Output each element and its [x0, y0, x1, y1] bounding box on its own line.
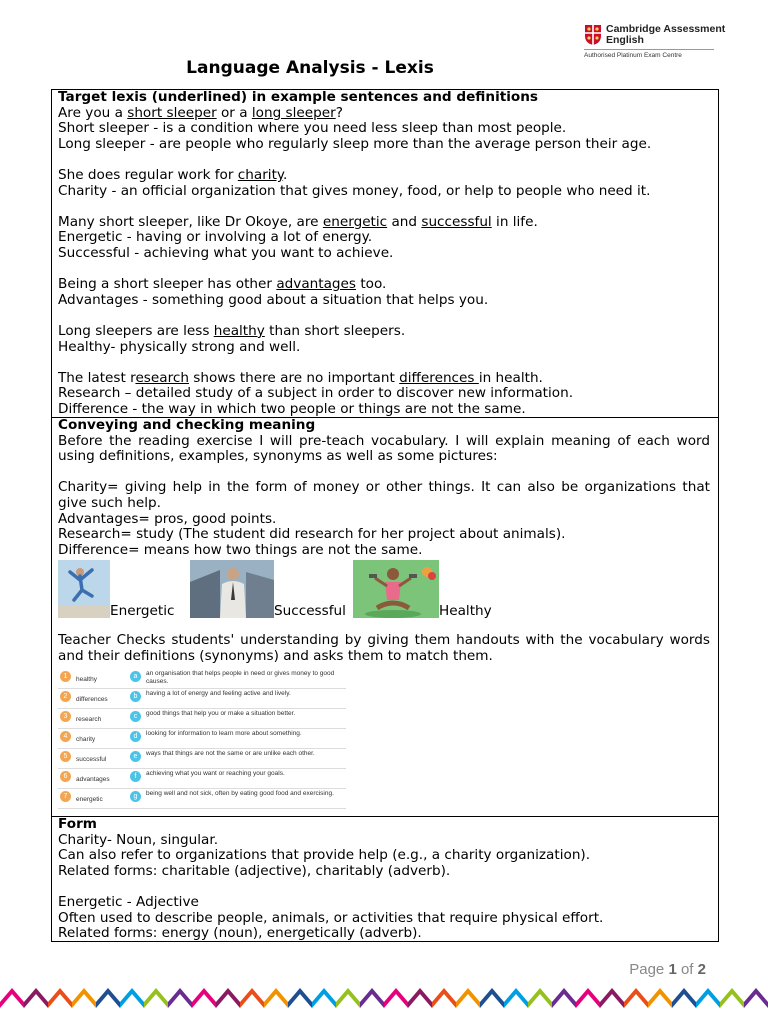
zigzag-segment [408, 988, 432, 1008]
zigzag-segment [288, 988, 312, 1008]
zigzag-segment [0, 988, 24, 1008]
example-sentence: Are you a short sleeper or a long sleeper? [58, 104, 343, 121]
matching-row: 7 energetic g being well and not sick, often by eating good food and exercising. [58, 788, 346, 809]
definition: Difference - the way in which two people or things are not the same. [58, 400, 526, 417]
zigzag-segment [48, 988, 72, 1008]
decorative-zigzag-border [0, 982, 768, 1010]
zigzag-segment [24, 988, 48, 1008]
matching-row: 1 healthy a an organisation that helps people in need or gives money to good causes. [58, 668, 346, 689]
crest-icon [584, 24, 602, 46]
zigzag-segment [600, 988, 624, 1008]
zigzag-segment [624, 988, 648, 1008]
paragraph: Before the reading exercise I will pre-teach vocabulary. I will explain meaning of each word using definitions, examples, synonyms as well as some pictures: [58, 432, 710, 465]
matching-row: 5 successful e ways that things are not the same or are unlike each other. [58, 748, 346, 769]
form-line: Often used to describe people, animals, or activities that require physical effort. [58, 909, 604, 926]
form-line: Can also refer to organizations that provide help (e.g., a charity organization). [58, 847, 591, 864]
zigzag-segment [648, 988, 672, 1008]
zigzag-segment [720, 988, 744, 1008]
zigzag-segment [480, 988, 504, 1008]
logo-rule [584, 49, 714, 50]
definition: Short sleeper - is a condition where you need less sleep than most people. [58, 120, 567, 137]
section-heading: Form [58, 816, 97, 832]
zigzag-segment [360, 988, 384, 1008]
example-sentence: Many short sleeper, like Dr Okoye, are energetic and successful in life. [58, 213, 538, 230]
picture-label: Healthy [439, 603, 492, 620]
target-lexis-box [51, 89, 719, 418]
zigzag-segment [504, 988, 528, 1008]
zigzag-segment [744, 988, 768, 1008]
zigzag-segment [240, 988, 264, 1008]
zigzag-segment [384, 988, 408, 1008]
conveying-meaning-box [51, 417, 719, 817]
matching-exercise [58, 668, 346, 808]
zigzag-segment [576, 988, 600, 1008]
zigzag-segment [552, 988, 576, 1008]
zigzag-segment [216, 988, 240, 1008]
zigzag-segment [336, 988, 360, 1008]
definition: Advantages - something good about a situation that helps you. [58, 291, 489, 308]
zigzag-segment [168, 988, 192, 1008]
form-line: Energetic - Adjective [58, 893, 199, 910]
picture-label: Energetic [110, 603, 175, 620]
matching-row: 6 advantages f achieving what you want or reaching your goals. [58, 768, 346, 789]
exercising-woman-illustration-icon [353, 560, 439, 618]
logo-line-2: English [606, 34, 644, 46]
zigzag-segment [696, 988, 720, 1008]
paragraph: Advantages= pros, good points. [58, 510, 277, 527]
zigzag-segment [312, 988, 336, 1008]
matching-row: 2 differences b having a lot of energy and feeling active and lively. [58, 688, 346, 709]
paragraph: Teacher Checks students' understanding by giving them handouts with the vocabulary words and their definitions (synonyms) and asks them to match them. [58, 632, 710, 664]
section-heading: Target lexis (underlined) in example sentences and definitions [58, 89, 538, 105]
zigzag-segment [672, 988, 696, 1008]
page-title: Language Analysis - Lexis [186, 58, 434, 78]
paragraph: Difference= means how two things are not the same. [58, 541, 423, 558]
zigzag-segment [96, 988, 120, 1008]
section-heading: Conveying and checking meaning [58, 417, 316, 433]
definition: Long sleeper - are people who regularly sleep more than the average person their age. [58, 135, 652, 152]
paragraph: Charity= giving help in the form of money or other things. It can also be organizations that give such help. [58, 479, 710, 511]
form-box [51, 816, 719, 942]
logo-line-1: Cambridge Assessment [606, 23, 726, 35]
zigzag-segment [144, 988, 168, 1008]
definition: Energetic - having or involving a lot of energy. [58, 229, 373, 246]
example-sentence: She does regular work for charity. [58, 166, 288, 183]
definition: Charity - an official organization that gives money, food, or help to people who need it. [58, 182, 651, 199]
definition: Successful - achieving what you want to achieve. [58, 244, 394, 261]
zigzag-segment [456, 988, 480, 1008]
matching-row: 3 research c good things that help you or make a situation better. [58, 708, 346, 729]
zigzag-segment [528, 988, 552, 1008]
example-sentence: Long sleepers are less healthy than short sleepers. [58, 322, 406, 339]
zigzag-segment [192, 988, 216, 1008]
vocabulary-pictures [58, 560, 710, 620]
zigzag-segment [432, 988, 456, 1008]
zigzag-segment [72, 988, 96, 1008]
jumping-person-photo-icon [58, 560, 110, 618]
zigzag-segment [120, 988, 144, 1008]
page-number: Page 1 of 2 [629, 961, 706, 978]
zigzag-segment [264, 988, 288, 1008]
definition: Research – detailed study of a subject in order to discover new information. [58, 385, 574, 402]
form-line: Related forms: charitable (adjective), charitably (adverb). [58, 862, 451, 879]
example-sentence: The latest research shows there are no important differences in health. [58, 369, 543, 386]
logo-line-3: Authorised Platinum Exam Centre [584, 52, 682, 59]
matching-row: 4 charity d looking for information to learn more about something. [58, 728, 346, 749]
example-sentence: Being a short sleeper has other advantages too. [58, 276, 387, 293]
form-line: Related forms: energy (noun), energetically (adverb). [58, 925, 422, 942]
businessman-photo-icon [190, 560, 274, 618]
picture-label: Successful [274, 603, 346, 620]
definition: Healthy- physically strong and well. [58, 338, 301, 355]
form-line: Charity- Noun, singular. [58, 831, 219, 848]
paragraph: Research= study (The student did research for her project about animals). [58, 526, 566, 543]
